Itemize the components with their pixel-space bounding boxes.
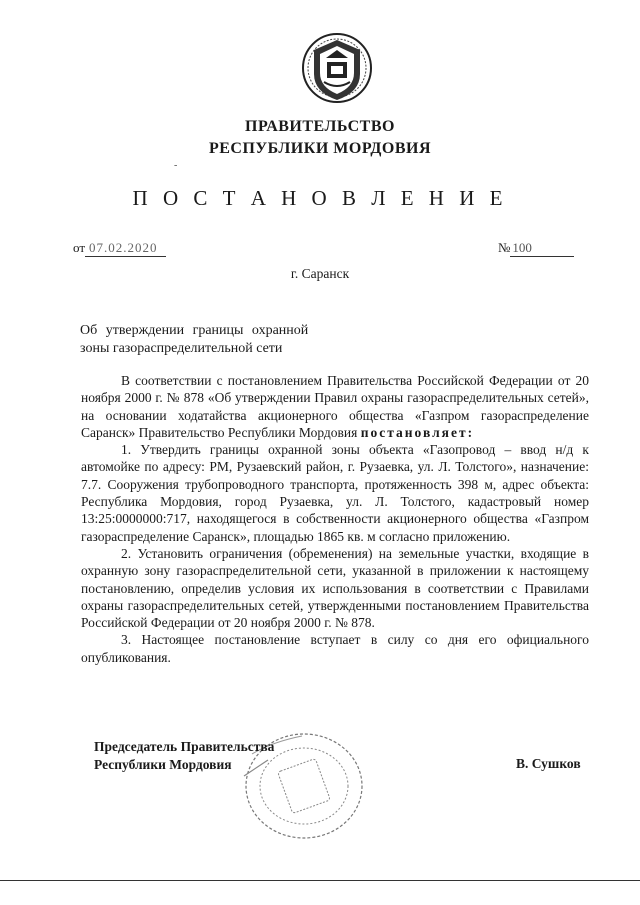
city: г. Саранск: [290, 266, 350, 281]
government-title-line2: РЕСПУБЛИКИ МОРДОВИЯ: [208, 140, 431, 157]
coat-of-arms-icon: [300, 30, 374, 106]
intro-paragraph: [81, 372, 589, 441]
intro-text: В соответствии с постановлением Правительства Российской Федерации от 20 ноября 2000 г. № 878 «Об утверждении Правил охраны газораспределительных сетей», на основании ходатайства акционерного общества «Газпром газораспределение Саранск» Правительство Республики Мордовия: [81, 373, 589, 440]
subject-line2: зоны газораспределительной сети: [80, 341, 283, 356]
footer-divider: [0, 880, 640, 881]
number-field: [498, 240, 574, 257]
document-title: П О С Т А Н О В Л Е Н И Е: [132, 186, 508, 210]
subject: [80, 322, 308, 358]
signer-position-line1: Председатель Правительства: [94, 739, 275, 754]
document-body: [81, 372, 589, 666]
signer-position-line2: Республики Мордовия: [94, 757, 232, 772]
item-3: 3. Настоящее постановление вступает в силу со дня его официального опубликования.: [81, 632, 589, 665]
item-2: 2. Установить ограничения (обременения) на земельные участки, входящие в охранную зону газораспределительной сети, указанной в приложении к настоящему постановлению, определив условия их использования в соответствии с Правилами охраны газораспределительных сетей, утвержденными постановлением Правительства Российской Федерации от 20 ноября 2000 г. № 878.: [81, 545, 589, 631]
subject-line1: Об утверждении границы охранной: [80, 323, 309, 338]
signer-name: В. Сушков: [516, 756, 581, 771]
decree-word: постановляет:: [360, 424, 475, 440]
number-prefix: №: [498, 240, 511, 255]
government-title-line1: ПРАВИТЕЛЬСТВО: [245, 118, 395, 135]
date-prefix: от: [73, 240, 86, 255]
item-1: 1. Утвердить границы охранной зоны объекта «Газопровод – ввод н/д к автомойке по адресу: РМ, Рузаевский район, г. Рузаевка, ул. Л. Толстого», назначение: 7.7. Сооружения трубопроводного транспорта, протяженность 398 м, адрес объекта: Республика Мордовия, город Рузаевка, ул. Л. Толстого, кадастровый номер 13:25:0000000:717, находящегося в собственности акционерного общества «Газпром газораспределение Саранск», площадью 1865 кв. м согласно приложению.: [81, 442, 589, 544]
decorative-dash: -: [174, 160, 178, 171]
date-value: 07.02.2020: [85, 240, 166, 257]
date-field: [73, 240, 166, 257]
number-value: 100: [510, 240, 574, 257]
signer-position: [94, 738, 274, 774]
